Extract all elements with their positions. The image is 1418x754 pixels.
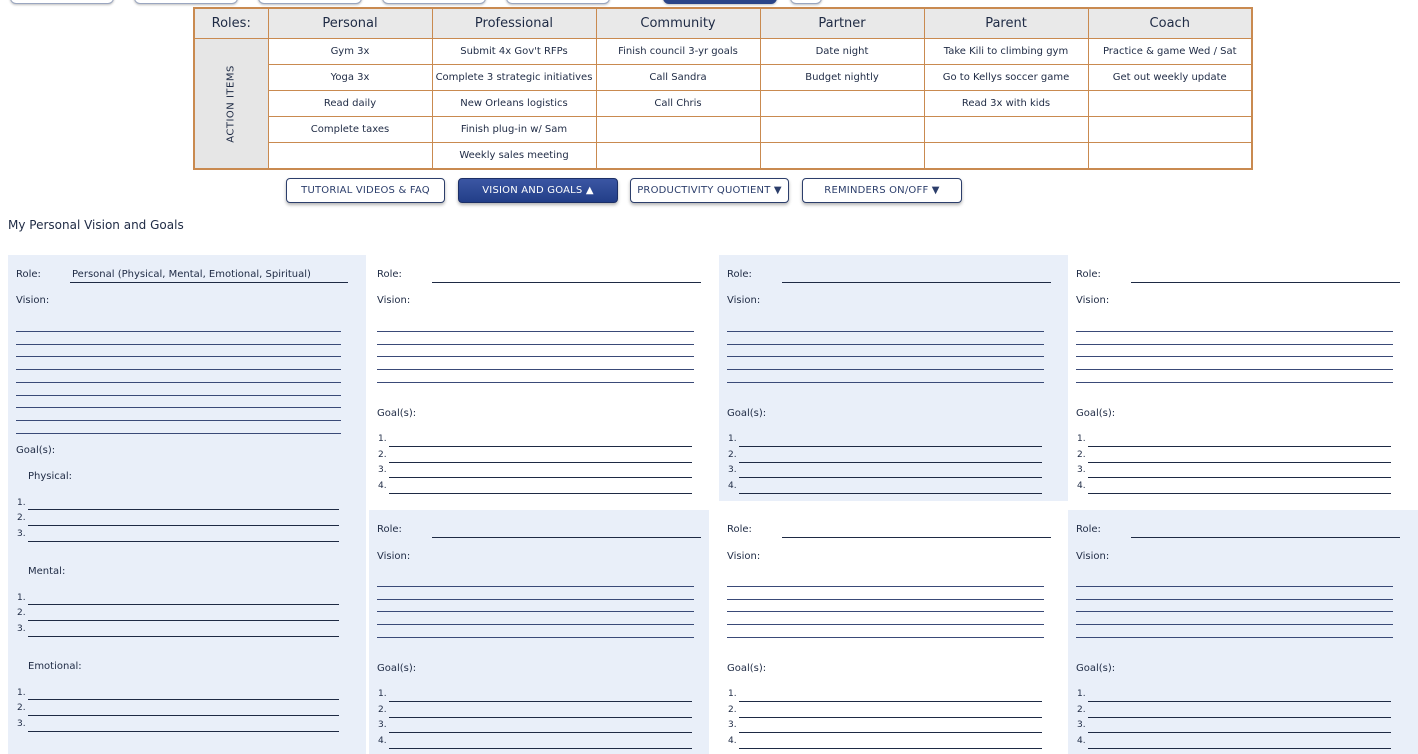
goal-number: 4.: [728, 736, 737, 746]
vision-label: Vision:: [377, 295, 411, 306]
vision-line[interactable]: [1076, 382, 1393, 383]
action-item-cell[interactable]: [596, 117, 760, 143]
goal-line[interactable]: [389, 701, 692, 702]
goal-number: 3.: [17, 624, 26, 634]
top-tab-active[interactable]: [663, 0, 777, 4]
action-item-cell[interactable]: Gym 3x: [268, 39, 432, 65]
goal-line[interactable]: [28, 604, 339, 605]
vision-line[interactable]: [727, 344, 1044, 345]
roles-action-items-table: [193, 7, 1253, 170]
role-field[interactable]: [1131, 537, 1400, 538]
goal-line[interactable]: [1088, 446, 1391, 447]
action-item-cell[interactable]: Call Chris: [596, 91, 760, 117]
vision-line[interactable]: [16, 407, 341, 408]
action-item-cell[interactable]: [1088, 143, 1252, 170]
goal-line[interactable]: [389, 748, 692, 749]
vision-line[interactable]: [16, 420, 341, 421]
goal-number: 2.: [728, 705, 737, 715]
goal-number: 4.: [1077, 736, 1086, 746]
section-title: My Personal Vision and Goals: [8, 218, 184, 232]
goal-number: 3.: [1077, 720, 1086, 730]
goal-number: 1.: [378, 434, 387, 444]
action-item-cell[interactable]: Call Sandra: [596, 65, 760, 91]
vision-label: Vision:: [1076, 295, 1110, 306]
goal-number: 1.: [17, 498, 26, 508]
goal-number: 2.: [1077, 450, 1086, 460]
action-item-cell[interactable]: [1088, 117, 1252, 143]
goal-line[interactable]: [28, 636, 339, 637]
role-label: Role:: [727, 524, 752, 535]
goal-line[interactable]: [28, 715, 339, 716]
role-field[interactable]: [70, 282, 348, 283]
vision-line[interactable]: [727, 611, 1044, 612]
goal-line[interactable]: [28, 731, 339, 732]
role-header-community: Community: [596, 8, 760, 39]
vision-label: Vision:: [377, 551, 411, 562]
table-row: [194, 39, 1252, 65]
action-item-cell[interactable]: Take Kili to climbing gym: [924, 39, 1088, 65]
vision-line[interactable]: [727, 624, 1044, 625]
goal-number: 3.: [17, 719, 26, 729]
goals-label: Goal(s):: [377, 663, 417, 674]
vision-line[interactable]: [1076, 611, 1393, 612]
goal-line[interactable]: [739, 732, 1042, 733]
goal-number: 2.: [1077, 705, 1086, 715]
goals-label: Goal(s):: [1076, 408, 1116, 419]
goal-line[interactable]: [1088, 748, 1391, 749]
table-row: [194, 117, 1252, 143]
vision-line[interactable]: [377, 344, 694, 345]
goal-number: 3.: [1077, 465, 1086, 475]
role-header-coach: Coach: [1088, 8, 1252, 39]
goal-number: 2.: [17, 513, 26, 523]
role-goals-panel: [369, 255, 709, 501]
goal-line[interactable]: [389, 493, 692, 494]
emotional-label: Emotional:: [28, 661, 82, 672]
vision-line[interactable]: [727, 586, 1044, 587]
action-item-cell[interactable]: New Orleans logistics: [432, 91, 596, 117]
action-item-cell[interactable]: [924, 143, 1088, 170]
goal-number: 3.: [378, 465, 387, 475]
vision-line[interactable]: [727, 382, 1044, 383]
vision-line[interactable]: [1076, 599, 1393, 600]
role-goals-panel: [1068, 255, 1418, 501]
action-item-cell[interactable]: [760, 117, 924, 143]
goal-number: 3.: [378, 720, 387, 730]
goal-number: 2.: [378, 705, 387, 715]
vision-line[interactable]: [1076, 624, 1393, 625]
vision-line[interactable]: [16, 433, 341, 434]
vision-line[interactable]: [1076, 356, 1393, 357]
vision-line[interactable]: [377, 382, 694, 383]
vision-line[interactable]: [16, 382, 341, 383]
role-goals-panel: [719, 510, 1068, 754]
action-item-cell[interactable]: Date night: [760, 39, 924, 65]
role-field[interactable]: [432, 537, 701, 538]
action-item-cell[interactable]: Practice & game Wed / Sat: [1088, 39, 1252, 65]
action-item-cell[interactable]: [760, 143, 924, 170]
role-header-professional: Professional: [432, 8, 596, 39]
goals-label: Goal(s):: [727, 663, 767, 674]
goal-number: 1.: [1077, 689, 1086, 699]
role-label: Role:: [727, 269, 752, 280]
goal-line[interactable]: [739, 462, 1042, 463]
goal-line[interactable]: [28, 699, 339, 700]
role-field[interactable]: [782, 537, 1051, 538]
goal-number: 2.: [378, 450, 387, 460]
action-item-cell[interactable]: [924, 117, 1088, 143]
action-item-cell[interactable]: Submit 4x Gov't RFPs: [432, 39, 596, 65]
vision-line[interactable]: [377, 586, 694, 587]
goal-line[interactable]: [1088, 462, 1391, 463]
role-goals-panel: [719, 255, 1068, 501]
tutorial-videos-faq-button[interactable]: TUTORIAL VIDEOS & FAQ: [286, 178, 445, 203]
goal-number: 2.: [17, 608, 26, 618]
role-label: Role:: [16, 269, 41, 280]
goal-line[interactable]: [739, 748, 1042, 749]
vision-and-goals-button[interactable]: VISION AND GOALS ▲: [458, 178, 618, 203]
vision-line[interactable]: [377, 624, 694, 625]
action-item-cell[interactable]: Complete taxes: [268, 117, 432, 143]
vision-line[interactable]: [727, 356, 1044, 357]
role-header-personal: Personal: [268, 8, 432, 39]
goal-number: 1.: [17, 593, 26, 603]
vision-label: Vision:: [16, 295, 50, 306]
role-field[interactable]: [432, 282, 701, 283]
table-row: [194, 65, 1252, 91]
goals-label: Goal(s):: [377, 408, 417, 419]
vision-line[interactable]: [16, 344, 341, 345]
goal-line[interactable]: [389, 732, 692, 733]
goal-line[interactable]: [28, 509, 339, 510]
action-item-cell[interactable]: Complete 3 strategic initiatives: [432, 65, 596, 91]
goals-label: Goal(s):: [16, 445, 56, 456]
personal-goals-panel: [8, 255, 366, 754]
goals-label: Goal(s):: [1076, 663, 1116, 674]
roles-header-row: [194, 8, 1252, 39]
goal-line[interactable]: [739, 701, 1042, 702]
vision-line[interactable]: [16, 331, 341, 332]
role-header-partner: Partner: [760, 8, 924, 39]
goal-line[interactable]: [389, 446, 692, 447]
goal-line[interactable]: [1088, 717, 1391, 718]
vision-line[interactable]: [1076, 369, 1393, 370]
productivity-quotient-button[interactable]: PRODUCTIVITY QUOTIENT ▼: [630, 178, 789, 203]
goal-number: 4.: [1077, 481, 1086, 491]
role-value: Personal (Physical, Mental, Emotional, Spiritual): [72, 269, 311, 280]
top-tab-1[interactable]: [10, 0, 114, 4]
goal-line[interactable]: [1088, 493, 1391, 494]
vision-line[interactable]: [16, 356, 341, 357]
goal-number: 4.: [728, 481, 737, 491]
goal-number: 4.: [378, 481, 387, 491]
goal-line[interactable]: [389, 462, 692, 463]
physical-label: Physical:: [28, 471, 73, 482]
vision-line[interactable]: [377, 356, 694, 357]
action-item-cell[interactable]: Read daily: [268, 91, 432, 117]
top-tab-3[interactable]: [258, 0, 362, 4]
vision-line[interactable]: [1076, 637, 1393, 638]
action-item-cell[interactable]: Finish plug-in w/ Sam: [432, 117, 596, 143]
goal-number: 1.: [17, 688, 26, 698]
action-items-side-cell: [194, 39, 268, 170]
vision-line[interactable]: [16, 395, 341, 396]
top-tab-4[interactable]: [382, 0, 486, 4]
vision-line[interactable]: [727, 331, 1044, 332]
action-item-cell[interactable]: Get out weekly update: [1088, 65, 1252, 91]
role-goals-panel: [369, 510, 709, 754]
mental-label: Mental:: [28, 566, 66, 577]
goal-number: 3.: [728, 720, 737, 730]
action-item-cell[interactable]: [1088, 91, 1252, 117]
vision-line[interactable]: [377, 599, 694, 600]
action-item-cell[interactable]: Finish council 3-yr goals: [596, 39, 760, 65]
top-tab-6[interactable]: [790, 0, 822, 4]
goal-line[interactable]: [28, 541, 339, 542]
vision-line[interactable]: [727, 369, 1044, 370]
action-item-cell[interactable]: Go to Kellys soccer game: [924, 65, 1088, 91]
vision-line[interactable]: [727, 637, 1044, 638]
roles-header-label: Roles:: [194, 8, 268, 39]
vision-line[interactable]: [1076, 586, 1393, 587]
goal-line[interactable]: [1088, 701, 1391, 702]
goal-line[interactable]: [1088, 477, 1391, 478]
vision-line[interactable]: [16, 369, 341, 370]
goal-line[interactable]: [1088, 732, 1391, 733]
goal-line[interactable]: [389, 717, 692, 718]
action-item-cell[interactable]: Read 3x with kids: [924, 91, 1088, 117]
goals-label: Goal(s):: [727, 408, 767, 419]
goal-line[interactable]: [739, 493, 1042, 494]
vision-line[interactable]: [377, 369, 694, 370]
action-item-cell[interactable]: [268, 143, 432, 170]
goal-number: 3.: [17, 529, 26, 539]
role-label: Role:: [377, 524, 402, 535]
role-label: Role:: [377, 269, 402, 280]
goal-number: 1.: [728, 689, 737, 699]
role-field[interactable]: [1131, 282, 1400, 283]
vision-line[interactable]: [727, 599, 1044, 600]
action-item-cell[interactable]: Budget nightly: [760, 65, 924, 91]
action-item-cell[interactable]: [596, 143, 760, 170]
goal-number: 1.: [378, 689, 387, 699]
goal-number: 3.: [728, 465, 737, 475]
goal-number: 4.: [378, 736, 387, 746]
role-field[interactable]: [782, 282, 1051, 283]
goal-line[interactable]: [389, 477, 692, 478]
goal-line[interactable]: [28, 525, 339, 526]
goal-line[interactable]: [739, 446, 1042, 447]
action-items-label: ACTION ITEMS: [225, 64, 237, 143]
reminders-on-off-button[interactable]: REMINDERS ON/OFF ▼: [802, 178, 962, 203]
goal-line[interactable]: [28, 620, 339, 621]
goal-line[interactable]: [739, 717, 1042, 718]
goal-number: 1.: [1077, 434, 1086, 444]
vision-line[interactable]: [1076, 344, 1393, 345]
vision-label: Vision:: [1076, 551, 1110, 562]
role-label: Role:: [1076, 524, 1101, 535]
vision-label: Vision:: [727, 551, 761, 562]
action-item-cell[interactable]: [760, 91, 924, 117]
top-tab-2[interactable]: [134, 0, 238, 4]
action-item-cell[interactable]: Weekly sales meeting: [432, 143, 596, 170]
goal-number: 1.: [728, 434, 737, 444]
goal-line[interactable]: [739, 477, 1042, 478]
vision-line[interactable]: [377, 611, 694, 612]
vision-line[interactable]: [377, 637, 694, 638]
vision-label: Vision:: [727, 295, 761, 306]
action-item-cell[interactable]: Yoga 3x: [268, 65, 432, 91]
table-row: [194, 91, 1252, 117]
goal-number: 2.: [728, 450, 737, 460]
role-header-parent: Parent: [924, 8, 1088, 39]
vision-line[interactable]: [377, 331, 694, 332]
table-row: [194, 143, 1252, 170]
goal-number: 2.: [17, 703, 26, 713]
top-tab-5[interactable]: [506, 0, 610, 4]
role-label: Role:: [1076, 269, 1101, 280]
vision-line[interactable]: [1076, 331, 1393, 332]
role-goals-panel: [1068, 510, 1418, 754]
